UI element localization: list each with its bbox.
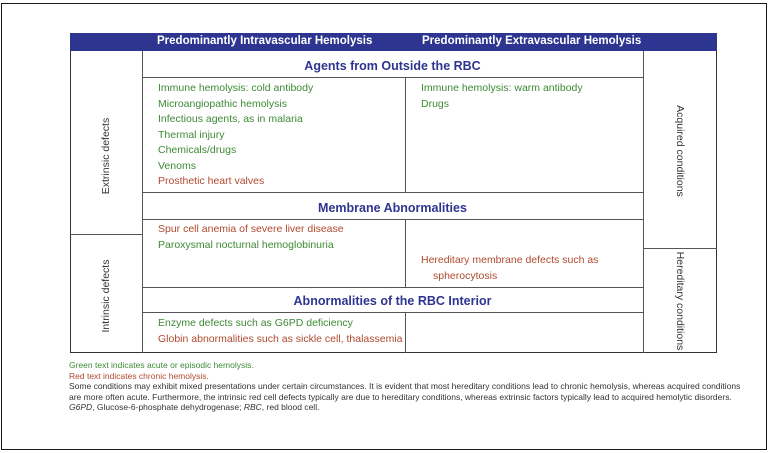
section-title-interior: Abnormalities of the RBC Interior bbox=[293, 294, 492, 308]
divider bbox=[405, 312, 406, 353]
divider bbox=[142, 219, 643, 220]
note-green: Green text indicates acute or episodic hemolysis. bbox=[69, 360, 254, 370]
list-item: Hereditary membrane defects such as bbox=[421, 254, 599, 266]
label-extrinsic-defects: Extrinsic defects bbox=[100, 117, 112, 195]
list-item: Drugs bbox=[421, 97, 450, 110]
section-title-outside-rbc: Agents from Outside the RBC bbox=[304, 59, 481, 73]
divider bbox=[142, 287, 643, 288]
label-hereditary-conditions: Hereditary conditions bbox=[674, 251, 686, 351]
list-item: Immune hemolysis: cold antibody bbox=[158, 82, 314, 94]
list-item: Spur cell anemia of severe liver disease bbox=[158, 223, 344, 235]
list-item: Microangiopathic hemolysis bbox=[158, 97, 287, 110]
divider bbox=[405, 219, 406, 287]
list-item: Venoms bbox=[158, 159, 196, 172]
list-item: Enzyme defects such as G6PD deficiency bbox=[158, 317, 353, 329]
divider bbox=[142, 77, 643, 78]
outside-extravascular-list bbox=[421, 81, 583, 112]
list-item: Thermal injury bbox=[158, 128, 225, 141]
divider bbox=[643, 51, 644, 353]
list-item: Immune hemolysis: warm antibody bbox=[421, 82, 583, 94]
list-item: Prosthetic heart valves bbox=[158, 175, 265, 187]
note-abbreviations: G6PD, Glucose-6-phosphate dehydrogenase; RBC, red blood cell. bbox=[69, 402, 320, 412]
note-body: Some conditions may exhibit mixed presentations under certain circumstances. It is evident that most hereditary conditions lead to chronic hemolysis, whereas acquired conditions are more often acute. Furthermore, the intrinsic red cell defects typically are due to hereditary conditions, whereas extrinsic factors typically lead to acquired hemolytic disorders. bbox=[69, 381, 741, 402]
divider bbox=[142, 312, 643, 313]
divider bbox=[142, 192, 643, 193]
header-extravascular: Predominantly Extravascular Hemolysis bbox=[422, 35, 642, 47]
list-item: spherocytosis bbox=[433, 269, 498, 282]
membrane-intravascular-list bbox=[158, 222, 344, 253]
section-title-membrane: Membrane Abnormalities bbox=[318, 201, 467, 215]
column-header-bar bbox=[70, 33, 717, 51]
list-item: Paroxysmal nocturnal hemoglobinuria bbox=[158, 238, 334, 251]
figure-notes bbox=[69, 360, 749, 413]
list-item: Chemicals/drugs bbox=[158, 144, 237, 156]
list-item: Globin abnormalities such as sickle cell, thalassemia bbox=[158, 332, 403, 345]
interior-intravascular-list bbox=[158, 316, 403, 347]
divider bbox=[70, 234, 142, 235]
membrane-extravascular-list bbox=[421, 253, 598, 284]
label-intrinsic-defects: Intrinsic defects bbox=[100, 259, 112, 333]
list-item: Infectious agents, as in malaria bbox=[158, 113, 303, 125]
note-red: Red text indicates chronic hemolysis. bbox=[69, 370, 209, 381]
header-intravascular: Predominantly Intravascular Hemolysis bbox=[157, 35, 373, 47]
label-acquired-conditions: Acquired conditions bbox=[674, 105, 686, 197]
outside-intravascular-list bbox=[158, 81, 313, 190]
divider bbox=[405, 77, 406, 192]
